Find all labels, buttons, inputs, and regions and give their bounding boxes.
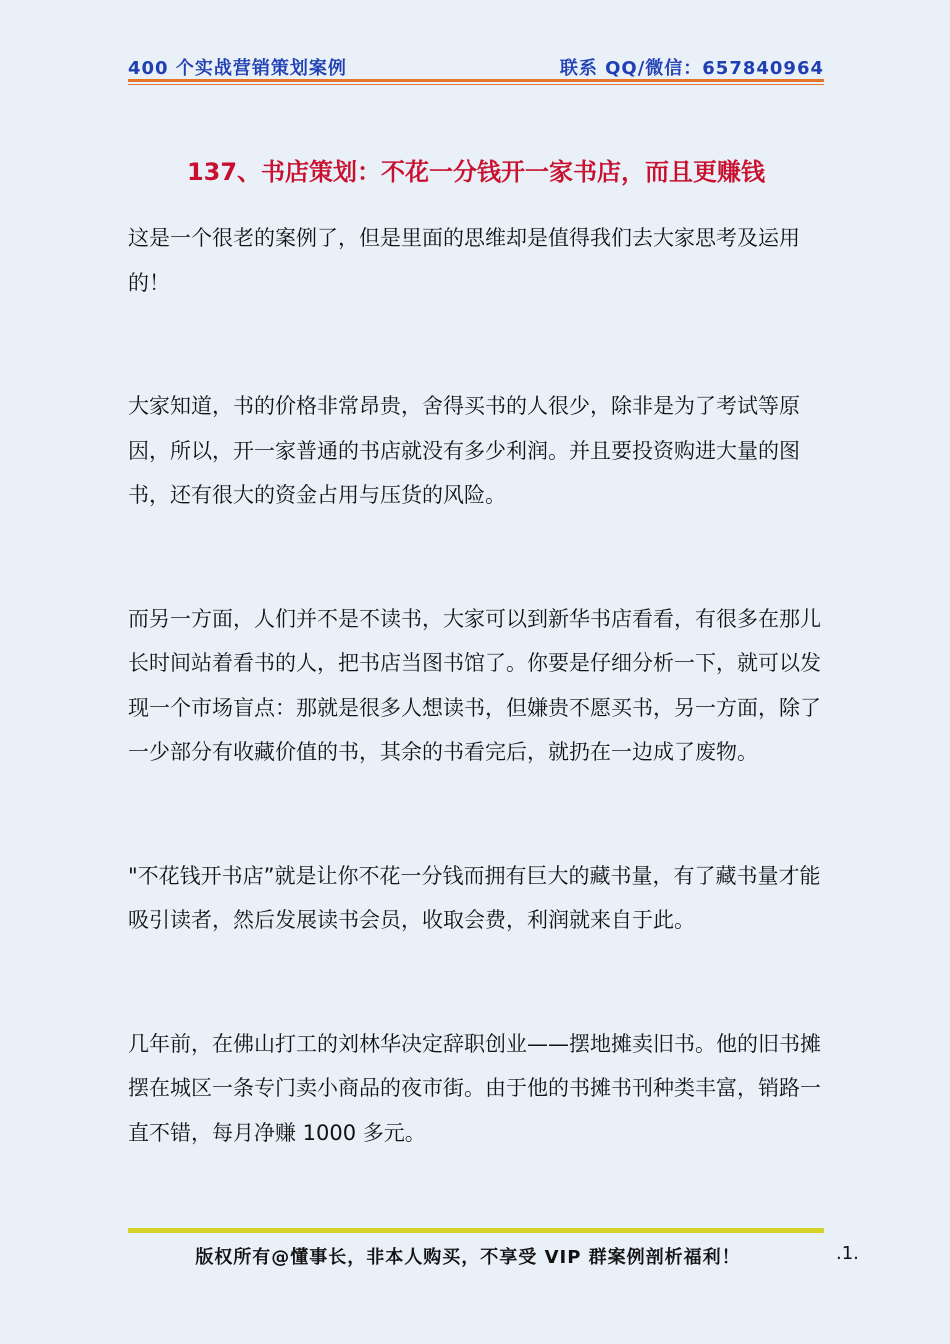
footer-divider [128,1228,824,1233]
paragraph: 而另一方面，人们并不是不读书，大家可以到新华书店看看，有很多在那儿长时间站着看书的人，把书店当图书馆了。你要是仔细分析一下，就可以发现一个市场盲点：那就是很多人想读书，但嫌贵不愿买书，另一方面，除了一少部分有收藏价值的书，其余的书看完后，就扔在一边成了废物。 [128,606,821,764]
header-contact: 联系 QQ/微信：657840964 [559,58,824,79]
paragraph: 这是一个很老的案例了，但是里面的思维却是值得我们去大家思考及运用的！ [128,226,800,295]
header-divider-thin [128,84,824,85]
page-number: .1. [836,1243,859,1264]
copyright-notice: 版权所有@懂事长，非本人购买，不享受 VIP 群案例剖析福利！ [195,1247,741,1268]
paragraph: 几年前，在佛山打工的刘林华决定辞职创业——摆地摊卖旧书。他的旧书摊摆在城区一条专门卖小商品的夜市街。由于他的书摊书刊种类丰富，销路一直不错，每月净赚 1000 多元。 [128,1031,821,1145]
page-header [128,54,824,78]
header-divider [128,79,824,82]
header-series-title: 400 个实战营销策划案例 [128,58,347,79]
article-body [128,216,828,1234]
article-title: 137、书店策划：不花一分钱开一家书店，而且更赚钱 [186,158,766,186]
paragraph: "不花钱开书店”就是让你不花一分钱而拥有巨大的藏书量，有了藏书量才能吸引读者，然后发展读书会员，收取会费，利润就来自于此。 [128,863,821,932]
paragraph: 大家知道，书的价格非常昂贵，舍得买书的人很少，除非是为了考试等原因，所以，开一家普通的书店就没有多少利润。并且要投资购进大量的图书，还有很大的资金占用与压货的风险。 [128,394,800,507]
